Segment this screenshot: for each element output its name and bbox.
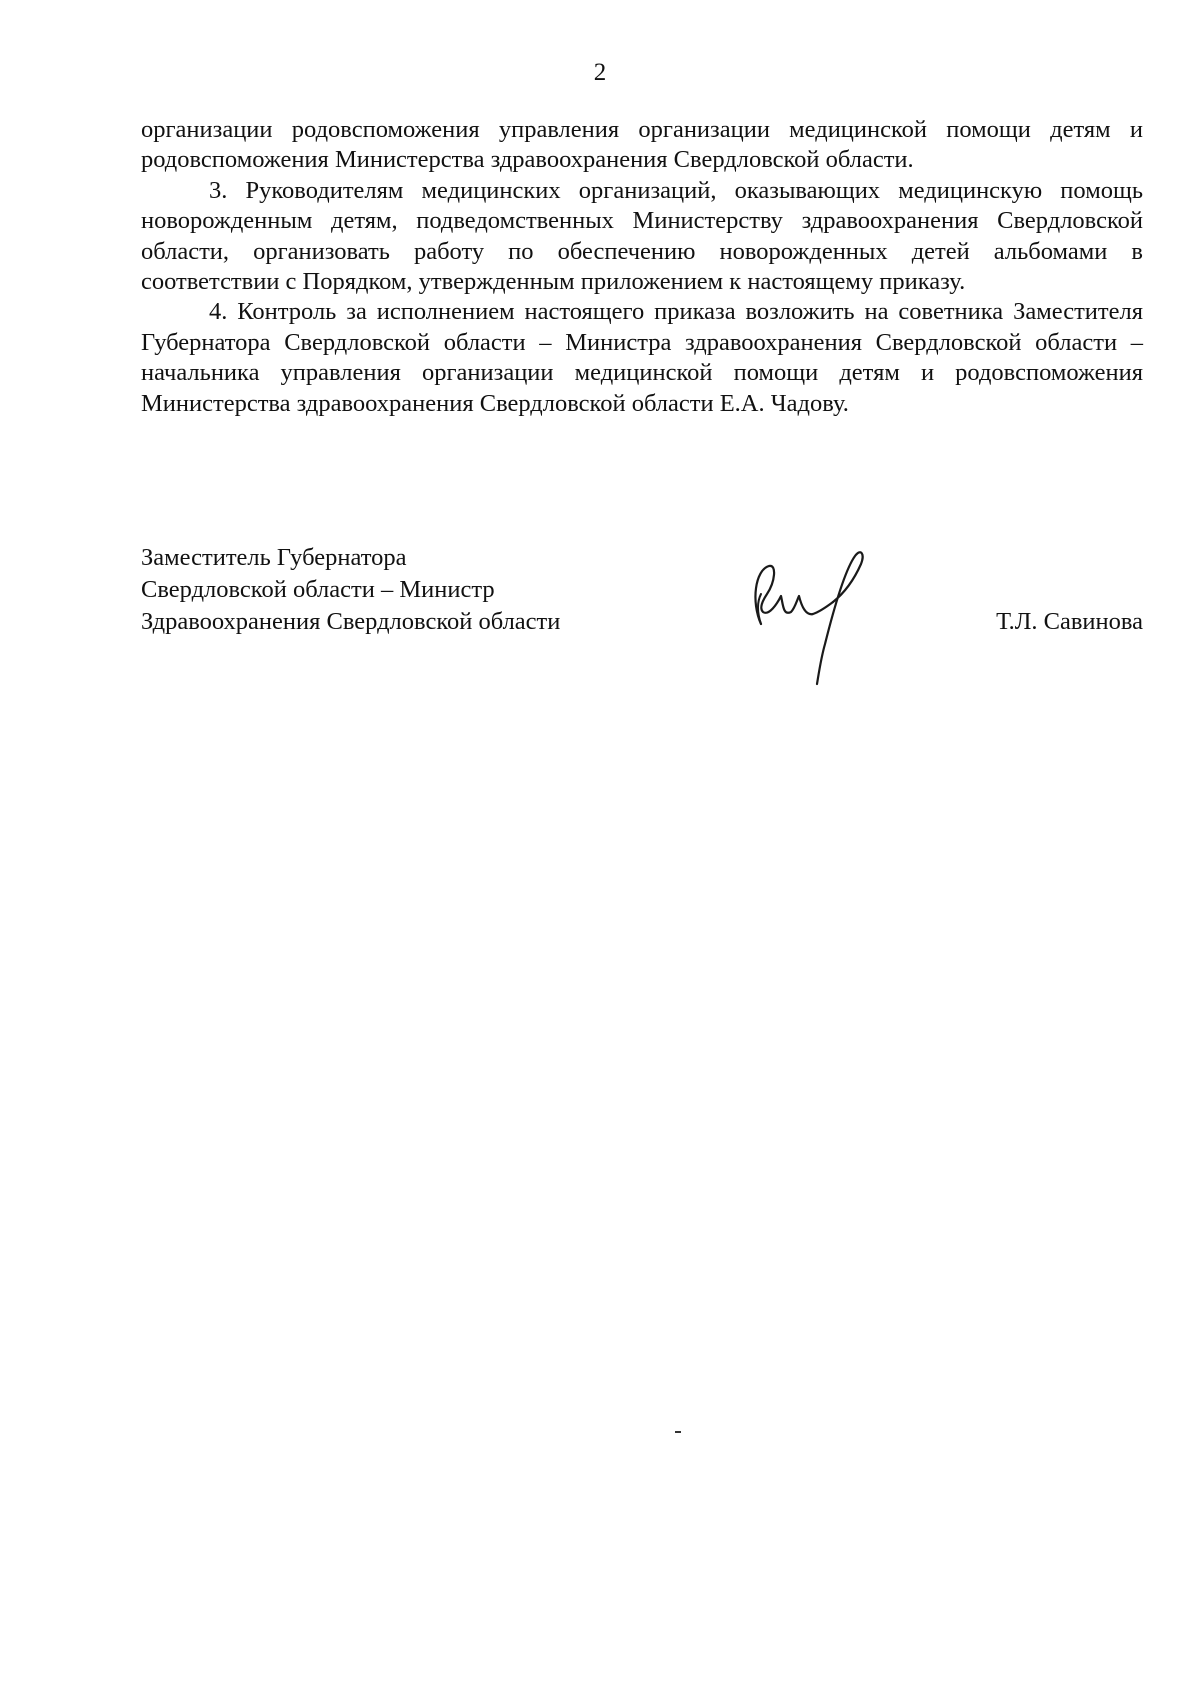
paragraph-item-3: 3. Руководителям медицинских организаций, оказывающих медицинскую помощь новорожденным детям, подведомственных Министерству здравоохранения Свердловской области, организовать работу по обеспечению новорожденных детей альбомами в соответствии с Порядком, утвержденным приложением к настоящему приказу.	[141, 176, 1143, 296]
paragraph-continuation: организации родовспоможения управления организации медицинской помощи детям и родовспоможения Министерства здравоохранения Свердловской области.	[141, 116, 1143, 174]
paragraph-item-4: 4. Контроль за исполнением настоящего приказа возложить на советника Заместителя Губернатора Свердловской области – Министра здравоохранения Свердловской области – начальника управления организации медицинской помощи детям и родовспоможения Министерства здравоохранения Свердловской области Е.А. Чадову.	[141, 298, 1143, 417]
signatory-name: Т.Л. Савинова	[996, 608, 1143, 635]
signatory-title-line-3: Здравоохранения Свердловской области	[141, 608, 561, 635]
signature-block	[141, 542, 1143, 692]
signatory-title-line-1: Заместитель Губернатора	[141, 544, 407, 571]
page-number: 2	[593, 59, 607, 86]
signatory-title	[141, 542, 560, 638]
handwritten-signature	[733, 542, 893, 687]
scan-speck	[675, 1431, 681, 1433]
document-body	[141, 115, 1143, 419]
signatory-title-line-2: Свердловской области – Министр	[141, 576, 495, 603]
